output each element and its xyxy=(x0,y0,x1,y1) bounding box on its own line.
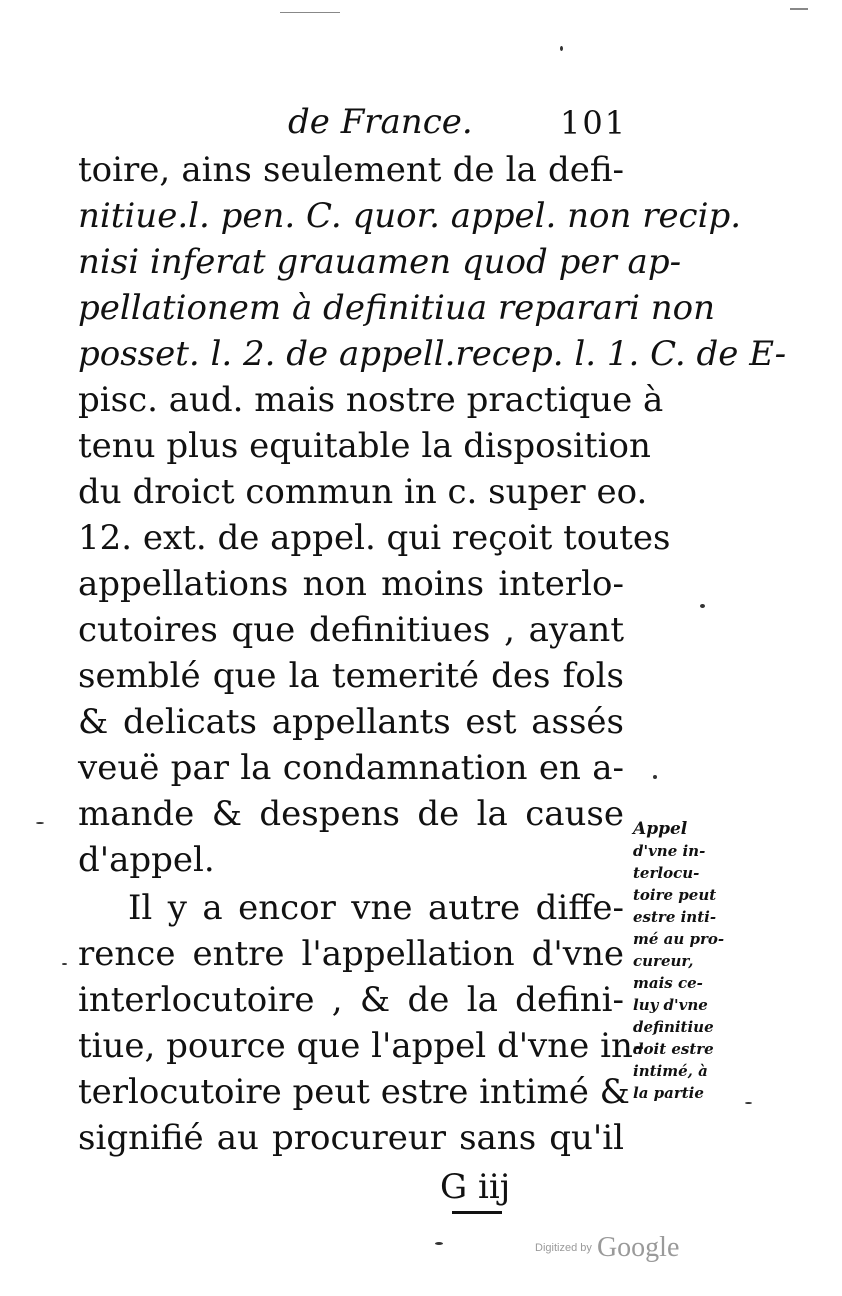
margin-note-line: cureur, xyxy=(633,952,694,970)
body-line: tiue, pource que l'appel d'vne in- xyxy=(78,1026,645,1066)
margin-note-line: mais ce- xyxy=(633,974,703,992)
body-line: terlocutoire peut estre intimé & xyxy=(78,1072,630,1112)
margin-note-line: Appel xyxy=(633,819,688,839)
body-line: semblé que la temerité des fols xyxy=(78,656,624,696)
scan-speck xyxy=(435,1242,443,1245)
body-line: nitiue.l. pen. C. quor. appel. non recip. xyxy=(78,196,742,236)
body-line: tenu plus equitable la disposition xyxy=(78,426,651,466)
body-line: interlocutoire , & de la defini- xyxy=(78,980,624,1020)
scan-speck xyxy=(280,12,340,13)
signature-underline xyxy=(452,1211,502,1214)
body-line: mande & despens de la cause xyxy=(78,794,624,834)
body-line: 12. ext. de appel. qui reçoit toutes xyxy=(78,518,671,558)
watermark-prefix: Digitized by xyxy=(535,1242,592,1254)
scan-speck xyxy=(653,775,657,779)
margin-note-line: doit estre xyxy=(633,1040,714,1058)
margin-note xyxy=(633,818,743,1104)
scan-speck xyxy=(560,46,563,51)
scan-speck xyxy=(700,604,705,608)
margin-note-line: mé au pro- xyxy=(633,930,725,948)
scan-speck xyxy=(36,822,44,824)
body-line: signifié au procureur sans qu'il xyxy=(78,1118,624,1158)
running-title: de France. xyxy=(288,102,473,142)
body-line: cutoires que definitiues , ayant xyxy=(78,610,624,650)
margin-note-line: intimé, à xyxy=(633,1062,708,1080)
digitized-watermark xyxy=(535,1232,679,1264)
scan-speck xyxy=(790,8,808,10)
body-line: toire, ains seulement de la defi- xyxy=(78,150,624,190)
body-line: veuë par la condamnation en a- xyxy=(78,748,624,788)
margin-note-line: toire peut xyxy=(633,886,717,904)
scan-speck xyxy=(745,1102,752,1104)
body-line: rence entre l'appellation d'vne xyxy=(78,934,624,974)
margin-note-line: definitiue xyxy=(633,1018,714,1036)
page-number: 101 xyxy=(560,104,628,142)
body-line: nisi inferat grauamen quod per ap- xyxy=(78,242,682,282)
watermark-brand: Google xyxy=(596,1232,680,1263)
page-header xyxy=(0,102,842,146)
body-line: appellations non moins interlo- xyxy=(78,564,624,604)
margin-note-line: terlocu- xyxy=(633,864,700,882)
margin-note-line: d'vne in- xyxy=(633,842,706,860)
body-line: Il y a encor vne autre diffe- xyxy=(128,888,624,928)
body-line: & delicats appellants est assés xyxy=(78,702,624,742)
margin-note-line: luy d'vne xyxy=(633,996,708,1014)
scan-speck xyxy=(62,963,67,965)
body-line: du droict commun in c. super eo. xyxy=(78,472,648,512)
signature-mark: G iij xyxy=(440,1167,511,1207)
body-line: pisc. aud. mais nostre practique à xyxy=(78,380,664,420)
body-line: posset. l. 2. de appell.recep. l. 1. C. de E- xyxy=(78,334,787,374)
body-line: d'appel. xyxy=(78,840,215,880)
body-line: pellationem à definitiua reparari non xyxy=(78,288,716,328)
margin-note-line: la partie xyxy=(633,1084,704,1102)
margin-note-line: estre inti- xyxy=(633,908,717,926)
